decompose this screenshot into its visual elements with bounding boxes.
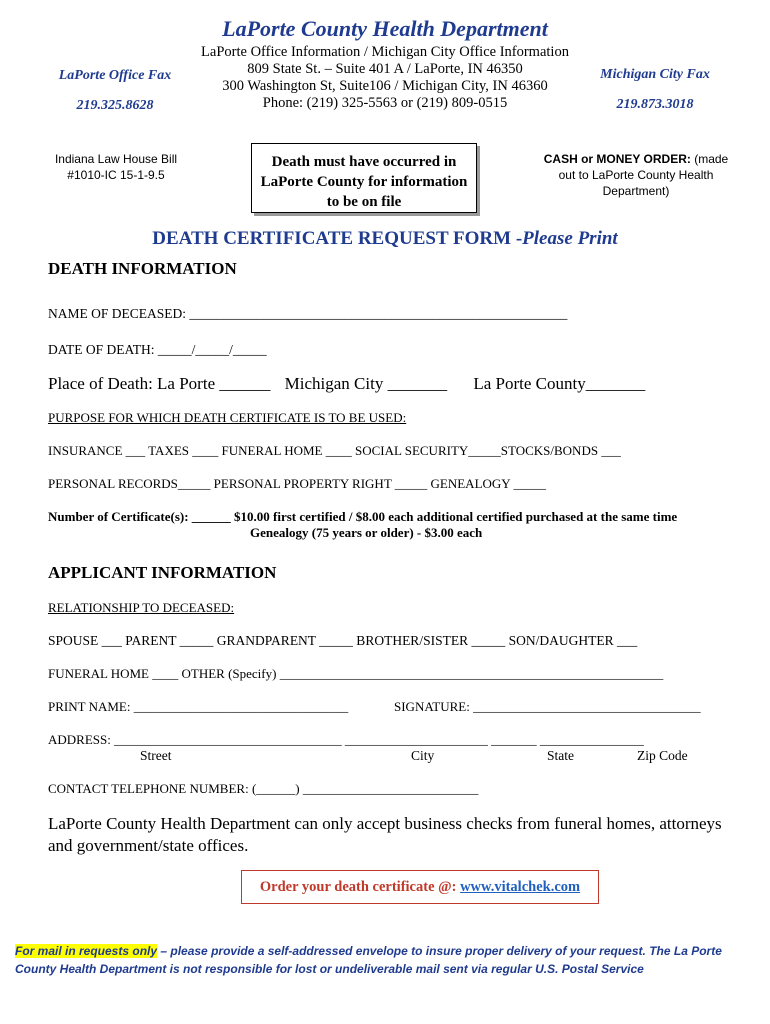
- mail-request-notice: [15, 942, 755, 978]
- zip-code-label: Zip Code: [637, 748, 688, 763]
- genealogy-fee: Genealogy (75 years or older) - $3.00 each: [250, 525, 483, 540]
- laporte-fax-label: LaPorte Office Fax: [58, 68, 172, 83]
- law-reference: [32, 151, 200, 183]
- place-laporte-county-field[interactable]: La Porte County_______: [473, 374, 646, 393]
- law-line: #1010-IC 15-1-9.5: [67, 168, 165, 182]
- place-michigan-city-field[interactable]: Michigan City _______: [284, 374, 448, 393]
- notice-line: Death must have occurred in: [271, 154, 457, 170]
- payment-method: CASH or MONEY ORDER:: [543, 152, 691, 166]
- place-laporte-field[interactable]: La Porte ______: [157, 374, 271, 393]
- signature-field[interactable]: SIGNATURE: ___________________________________: [394, 699, 701, 714]
- number-of-certificates-field[interactable]: Number of Certificate(s): ______ $10.00 first certified / $8.00 each additional certified purchased at the same time: [48, 509, 678, 524]
- department-title: LaPorte County Health Department: [222, 16, 548, 41]
- death-info-heading: DEATH INFORMATION: [48, 259, 237, 278]
- notice-line: LaPorte County for information: [260, 174, 468, 190]
- online-order-box: [241, 870, 599, 904]
- business-checks-notice: LaPorte County Health Department can only accept business checks from funeral homes, attorneys and government/state offices.: [48, 814, 722, 855]
- form-title: [0, 228, 770, 250]
- address-line: 300 Washington St, Suite106 / Michigan City, IN 46360: [222, 78, 548, 94]
- vitalchek-link[interactable]: www.vitalchek.com: [460, 879, 581, 895]
- payment-info: [532, 151, 740, 199]
- purpose-heading: PURPOSE FOR WHICH DEATH CERTIFICATE IS TO BE USED:: [48, 410, 407, 425]
- mail-highlight: For mail in requests only: [15, 944, 158, 958]
- street-label: Street: [140, 748, 172, 763]
- state-label: State: [547, 748, 574, 763]
- city-label: City: [411, 748, 435, 763]
- relationship-heading: RELATIONSHIP TO DECEASED:: [48, 600, 235, 615]
- address-line: 809 State St. – Suite 401 A / LaPorte, IN 46350: [247, 61, 523, 77]
- place-of-death-label: Place of Death:: [48, 374, 153, 393]
- place-of-death-row: [48, 374, 645, 394]
- office-address-block: [190, 44, 580, 112]
- mail-notice-text: – please provide a self-addressed envelope to insure proper delivery of your request. The La Porte County Health Department is not responsible for lost or undeliverable mail sent via regular U.S. Postal Service: [15, 944, 722, 976]
- applicant-info-heading: APPLICANT INFORMATION: [48, 563, 277, 582]
- relationship-options-row-2[interactable]: FUNERAL HOME ____ OTHER (Specify) ___________________________________________________________: [48, 666, 664, 681]
- law-line: Indiana Law House Bill: [54, 152, 178, 166]
- address-line: Phone: (219) 325-5563 or (219) 809-0515: [262, 95, 508, 111]
- form-title-text: DEATH CERTIFICATE REQUEST FORM -: [152, 228, 523, 249]
- purpose-options-row-1[interactable]: INSURANCE ___ TAXES ____ FUNERAL HOME ____ SOCIAL SECURITY_____STOCKS/BONDS ___: [48, 443, 621, 458]
- relationship-options-row-1[interactable]: SPOUSE ___ PARENT _____ GRANDPARENT _____ BROTHER/SISTER _____ SON/DAUGHTER ___: [48, 633, 638, 648]
- payment-text: (made: [690, 152, 729, 166]
- notice-line: to be on file: [326, 194, 402, 210]
- address-field[interactable]: ADDRESS: ___________________________________ ______________________ _______ ________________: [48, 732, 644, 747]
- occurrence-notice-box: [251, 143, 477, 213]
- order-text: Order your death certificate @:: [259, 879, 461, 895]
- address-line: LaPorte Office Information / Michigan City Office Information: [201, 44, 569, 60]
- purpose-options-row-2[interactable]: PERSONAL RECORDS_____ PERSONAL PROPERTY RIGHT _____ GENEALOGY _____: [48, 476, 546, 491]
- print-name-field[interactable]: PRINT NAME: _________________________________: [48, 699, 349, 714]
- payment-text: Department): [602, 184, 670, 198]
- laporte-fax-number: 219.325.8628: [76, 98, 154, 113]
- michigan-city-fax-number: 219.873.3018: [616, 97, 694, 112]
- contact-phone-field[interactable]: CONTACT TELEPHONE NUMBER: (______) ___________________________: [48, 781, 479, 796]
- form-title-italic: Please Print: [522, 228, 618, 249]
- michigan-city-fax-label: Michigan City Fax: [600, 67, 710, 82]
- deceased-name-field[interactable]: NAME OF DECEASED: ________________________________________________________: [48, 306, 568, 321]
- payment-text: out to LaPorte County Health: [558, 168, 714, 182]
- certificate-fee-info: [48, 509, 677, 541]
- date-of-death-field[interactable]: DATE OF DEATH: _____/_____/_____: [48, 342, 267, 357]
